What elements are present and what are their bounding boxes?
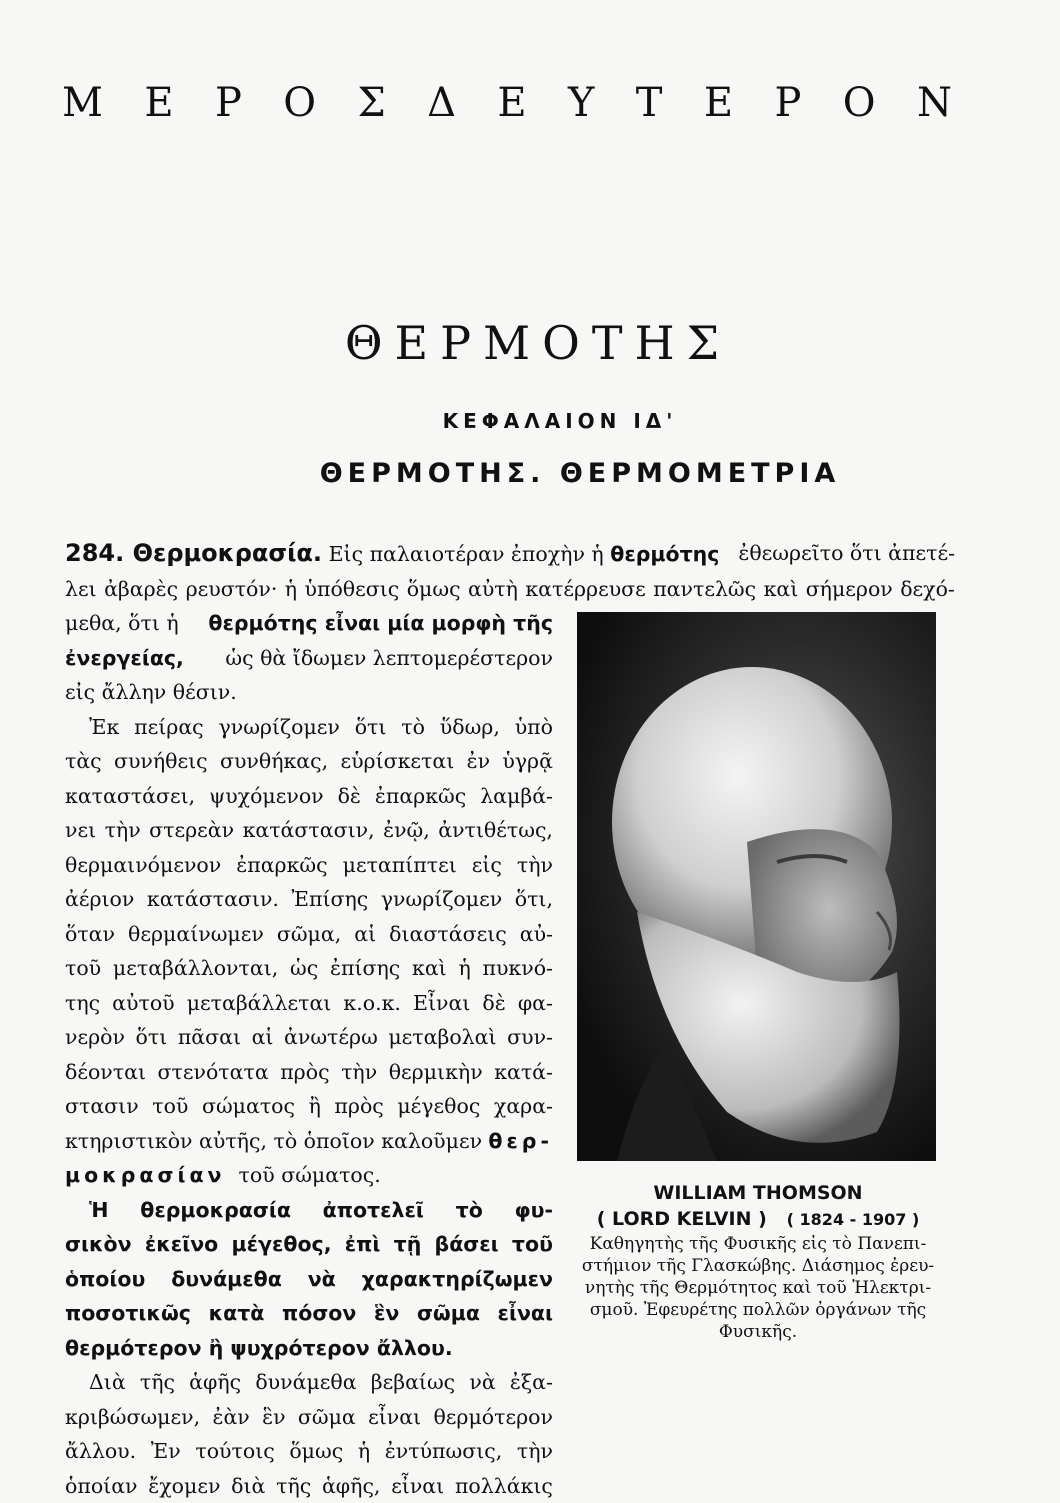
caption-line: νητὴς τῆς Θερμότητος καὶ τοῦ Ἠλεκτρι- — [573, 1277, 943, 1299]
word: κριβώσωμεν, — [65, 1400, 200, 1435]
text-line — [65, 882, 553, 917]
text-line — [65, 1124, 553, 1159]
text-line — [65, 1089, 553, 1124]
word: στερεὰν — [149, 813, 234, 848]
word: γνωρίζομεν — [381, 882, 502, 917]
word: ἐπὶ — [345, 1227, 381, 1262]
word: αὐ- — [520, 917, 553, 952]
word: στασιν — [65, 1089, 139, 1124]
word: πόσον — [282, 1296, 356, 1331]
word: μεταβάλλονται, — [113, 951, 278, 986]
word: λαμβά- — [480, 779, 553, 814]
part-title-letter: Υ — [568, 80, 594, 126]
word: εἶναι — [391, 1469, 444, 1503]
definition-line — [65, 1227, 553, 1262]
part-title-letter: Ο — [283, 80, 316, 126]
word: αὐτοῦ — [112, 986, 174, 1021]
word: τὸ — [456, 1193, 483, 1228]
word: φυ- — [515, 1193, 553, 1228]
part-title-letter: Ε — [497, 80, 526, 126]
text-line — [65, 813, 553, 848]
text-span: τοῦ σώματος. — [239, 1163, 381, 1187]
word: αἱ — [354, 917, 376, 952]
word: ἐνῷ, — [383, 813, 430, 848]
word: θερμαινόμενον — [65, 848, 221, 883]
word: πᾶσαι — [178, 1020, 241, 1055]
paragraph-heading: 284. Θερμοκρασία. — [65, 539, 322, 567]
word: ἐπαρκῶς — [375, 779, 466, 814]
word: παντελῶς — [653, 572, 756, 607]
word: Ἐν — [151, 1434, 181, 1469]
word: τὴν — [517, 1434, 553, 1469]
word: μεταβολαὶ — [388, 1020, 496, 1055]
word: κατάστασιν, — [243, 813, 375, 848]
text-line — [65, 1469, 553, 1503]
word: αἱ — [252, 1020, 274, 1055]
word: καταστάσει, — [65, 779, 195, 814]
word: ὅμως — [407, 572, 461, 607]
word: δέονται — [65, 1055, 146, 1090]
part-title-letter: Ν — [917, 80, 952, 126]
word: ὁποίαν — [65, 1469, 138, 1503]
word: πυκνό- — [483, 951, 553, 986]
part-title-letter: Ο — [843, 80, 876, 126]
word: Ἐκ — [89, 710, 119, 745]
text-line — [65, 1020, 553, 1055]
word: πολλάκις — [455, 1469, 553, 1503]
caption-line: Φυσικῆς. — [573, 1321, 943, 1343]
caption-alias-line — [573, 1206, 943, 1233]
word: ὅτι — [355, 710, 387, 745]
word: ὑγρᾷ — [502, 744, 553, 779]
word: συνθήκας, — [220, 744, 328, 779]
word: σῶμα — [298, 1400, 356, 1435]
word: σῶμα — [417, 1296, 480, 1331]
word: νερὸν — [65, 1020, 125, 1055]
text-line — [65, 744, 553, 779]
word: αὐτὴ — [468, 572, 518, 607]
word: χαρακτηρίζωμεν — [362, 1262, 553, 1297]
portrait-caption — [573, 1180, 943, 1343]
word: ἐὰν — [212, 1400, 249, 1435]
word: Ἐπίσης — [291, 882, 368, 917]
bold-term: θερμότης εἶναι μία μορφὴ τῆς — [208, 606, 553, 641]
word: τοῦ — [65, 951, 101, 986]
word: πρὸς — [280, 1055, 329, 1090]
portrait-illustration — [577, 612, 936, 1161]
word: Ἡ — [89, 1193, 109, 1228]
part-title — [62, 80, 952, 126]
word: σήμερον — [806, 572, 893, 607]
word: νὰ — [308, 1262, 336, 1297]
text-span: κτηριστικὸν αὐτῆς, τὸ ὁποῖον καλοῦμεν — [65, 1124, 482, 1159]
word: ἔχομεν — [148, 1469, 220, 1503]
word: συνήθεις — [114, 744, 208, 779]
text-span: Εἰς παλαιοτέραν ἐποχὴν ἡ — [329, 542, 604, 566]
text-line — [65, 1434, 553, 1469]
word: μέγεθος — [397, 1089, 480, 1124]
word: μέγεθος, — [232, 1227, 332, 1262]
part-title-letter: Ε — [144, 80, 173, 126]
word: σῶμα, — [277, 917, 341, 952]
text-line — [65, 641, 553, 676]
word: γνωρίζομεν — [218, 710, 339, 745]
word: εὑρίσκεται — [340, 744, 454, 779]
text-line — [65, 536, 955, 572]
text-line — [65, 848, 553, 883]
word: διαστάσεις — [389, 917, 507, 952]
definition-line — [65, 1296, 553, 1331]
word: ὁποίου — [65, 1262, 145, 1297]
word: ὅταν — [65, 917, 115, 952]
word: καὶ — [764, 572, 799, 607]
bold-term: θερ- — [488, 1124, 553, 1159]
word: ὅμως — [289, 1434, 343, 1469]
word: ὡς — [290, 951, 318, 986]
word: ἐξα- — [510, 1365, 553, 1400]
word: κατά- — [494, 1055, 553, 1090]
chapter-label: ΚΕΦΑΛΑΙΟΝ ΙΔ' — [0, 409, 1060, 433]
word: θερμοκρασία — [140, 1193, 291, 1228]
text-span: μεθα, ὅτι ἡ — [65, 606, 179, 641]
word: διὰ — [231, 1469, 265, 1503]
word: καὶ — [412, 951, 447, 986]
word: ἄλλου. — [65, 1434, 136, 1469]
word: θερμικὴν — [389, 1055, 483, 1090]
word: τούτοις — [195, 1434, 274, 1469]
word: ἀντιθέτως, — [438, 813, 553, 848]
word: μεταβάλλεται — [187, 986, 332, 1021]
word: ἡ — [358, 1434, 370, 1469]
word: βάσει — [435, 1227, 499, 1262]
text-line: εἰς ἄλλην θέσιν. — [65, 675, 955, 710]
word: στενότατα — [158, 1055, 269, 1090]
word: θερμαίνωμεν — [128, 917, 264, 952]
text-line — [65, 1365, 553, 1400]
word: τὸ — [401, 710, 425, 745]
word: κατάστασιν. — [147, 882, 279, 917]
word: πρὸς — [334, 1089, 383, 1124]
part-title-letter: Ε — [704, 80, 733, 126]
word: ἡ — [458, 951, 470, 986]
word: βεβαίως — [371, 1365, 455, 1400]
caption-line: Καθηγητὴς τῆς Φυσικῆς εἰς τὸ Πανεπι- — [573, 1233, 943, 1255]
text-line — [65, 779, 553, 814]
caption-years: ( 1824 - 1907 ) — [787, 1210, 920, 1229]
word: ἁφῆς, — [322, 1469, 380, 1503]
word: ἓν — [262, 1400, 285, 1435]
text-line — [65, 1400, 553, 1435]
part-title-letter: Ρ — [774, 80, 801, 126]
word: τὰς — [65, 744, 102, 779]
part-title-letter: Τ — [636, 80, 663, 126]
word: ποσοτικῶς — [65, 1296, 191, 1331]
text-line — [65, 572, 955, 607]
word: λει — [65, 572, 97, 607]
word: τὴν — [105, 813, 141, 848]
word: τοῦ — [512, 1227, 553, 1262]
word: ἢ — [309, 1089, 321, 1124]
word: σικὸν — [65, 1227, 132, 1262]
part-title-letter: Δ — [427, 80, 456, 126]
word: κ.ο.κ. — [343, 986, 401, 1021]
word: ἐντύπωσις, — [385, 1434, 503, 1469]
word: πείρας — [134, 710, 204, 745]
word: εἶναι — [498, 1296, 553, 1331]
word: ὅτι, — [515, 882, 553, 917]
text-line — [65, 917, 553, 952]
definition-line — [65, 1262, 553, 1297]
word: δὲ — [482, 986, 505, 1021]
word: ψυχόμενον — [209, 779, 324, 814]
word: θερμότερον — [433, 1400, 553, 1435]
text-line — [65, 710, 553, 745]
chapter-title: ΘΕΡΜΟΤΗΣ. ΘΕΡΜΟΜΕΤΡΙΑ — [0, 458, 1060, 489]
definition-line: θερμότερον ἢ ψυχρότερον ἄλλου. — [65, 1331, 955, 1366]
word: ἐπίσης — [330, 951, 400, 986]
word: ἓν — [374, 1296, 399, 1331]
word: ὑπὸ — [515, 710, 553, 745]
word: δυνάμεθα — [171, 1262, 282, 1297]
word: ἀνωτέρω — [284, 1020, 378, 1055]
word: δεχό- — [900, 572, 955, 607]
portrait-photo — [577, 612, 936, 1161]
word: ὅτι — [136, 1020, 168, 1055]
word: ἐπαρκῶς — [236, 848, 327, 883]
bold-term: ἐνεργείας, — [65, 641, 184, 676]
word: ἁφῆς — [189, 1365, 241, 1400]
word: χαρα- — [494, 1089, 553, 1124]
text-line — [65, 951, 553, 986]
word: τοῦ — [152, 1089, 188, 1124]
word: τὴν — [341, 1055, 377, 1090]
text-span: ἐθεωρεῖτο ὅτι ἀπετέ- — [738, 536, 955, 572]
word: τὴν — [517, 848, 553, 883]
word: κατέρρευσε — [525, 572, 645, 607]
definition-line — [65, 1193, 553, 1228]
word: ὕδωρ, — [440, 710, 500, 745]
text-line — [65, 606, 553, 641]
word: εἶναι — [368, 1400, 421, 1435]
word: Διὰ — [89, 1365, 126, 1400]
word: εἰς — [472, 848, 502, 883]
caption-line: σμοῦ. Ἐφευρέτης πολλῶν ὀργάνων τῆς — [573, 1299, 943, 1321]
word: ἀβαρὲς — [104, 572, 178, 607]
text-span: ὡς θὰ ἴδωμεν λεπτομερέστερον — [225, 641, 553, 676]
word: νὰ — [469, 1365, 495, 1400]
word: Εἶναι — [413, 986, 470, 1021]
word: ρευστόν· — [186, 572, 278, 607]
word: ὑπόθεσις — [305, 572, 400, 607]
word: μεταπίπτει — [343, 848, 457, 883]
bold-term: μοκρασίαν — [65, 1163, 226, 1187]
word: σώματος — [202, 1089, 295, 1124]
text-line — [65, 1055, 553, 1090]
word: ἡ — [285, 572, 297, 607]
caption-alias: ( LORD KELVIN ) — [597, 1208, 767, 1230]
word: δυνάμεθα — [255, 1365, 356, 1400]
word: κατὰ — [209, 1296, 265, 1331]
part-title-letter: Μ — [62, 80, 103, 126]
caption-name: WILLIAM THOMSON — [573, 1180, 943, 1206]
bold-term: θερμότης — [610, 542, 719, 566]
word: δὲ — [338, 779, 361, 814]
word: της — [65, 986, 100, 1021]
word: ἀέριον — [65, 882, 134, 917]
word: τῇ — [394, 1227, 422, 1262]
part-title-letter: Ρ — [215, 80, 242, 126]
word: φα- — [518, 986, 553, 1021]
section-title: ΘΕΡΜΟΤΗΣ — [0, 316, 1060, 370]
word: νει — [65, 813, 96, 848]
caption-line: στήμιον τῆς Γλασκώβης. Διάσημος ἐρευ- — [573, 1255, 943, 1277]
word: ἐκεῖνο — [145, 1227, 218, 1262]
text-line — [65, 986, 553, 1021]
word: συν- — [507, 1020, 553, 1055]
word: ἐν — [467, 744, 490, 779]
word: ἀποτελεῖ — [323, 1193, 424, 1228]
part-title-letter: Σ — [357, 80, 385, 126]
word: τῆς — [140, 1365, 175, 1400]
word: τῆς — [276, 1469, 311, 1503]
